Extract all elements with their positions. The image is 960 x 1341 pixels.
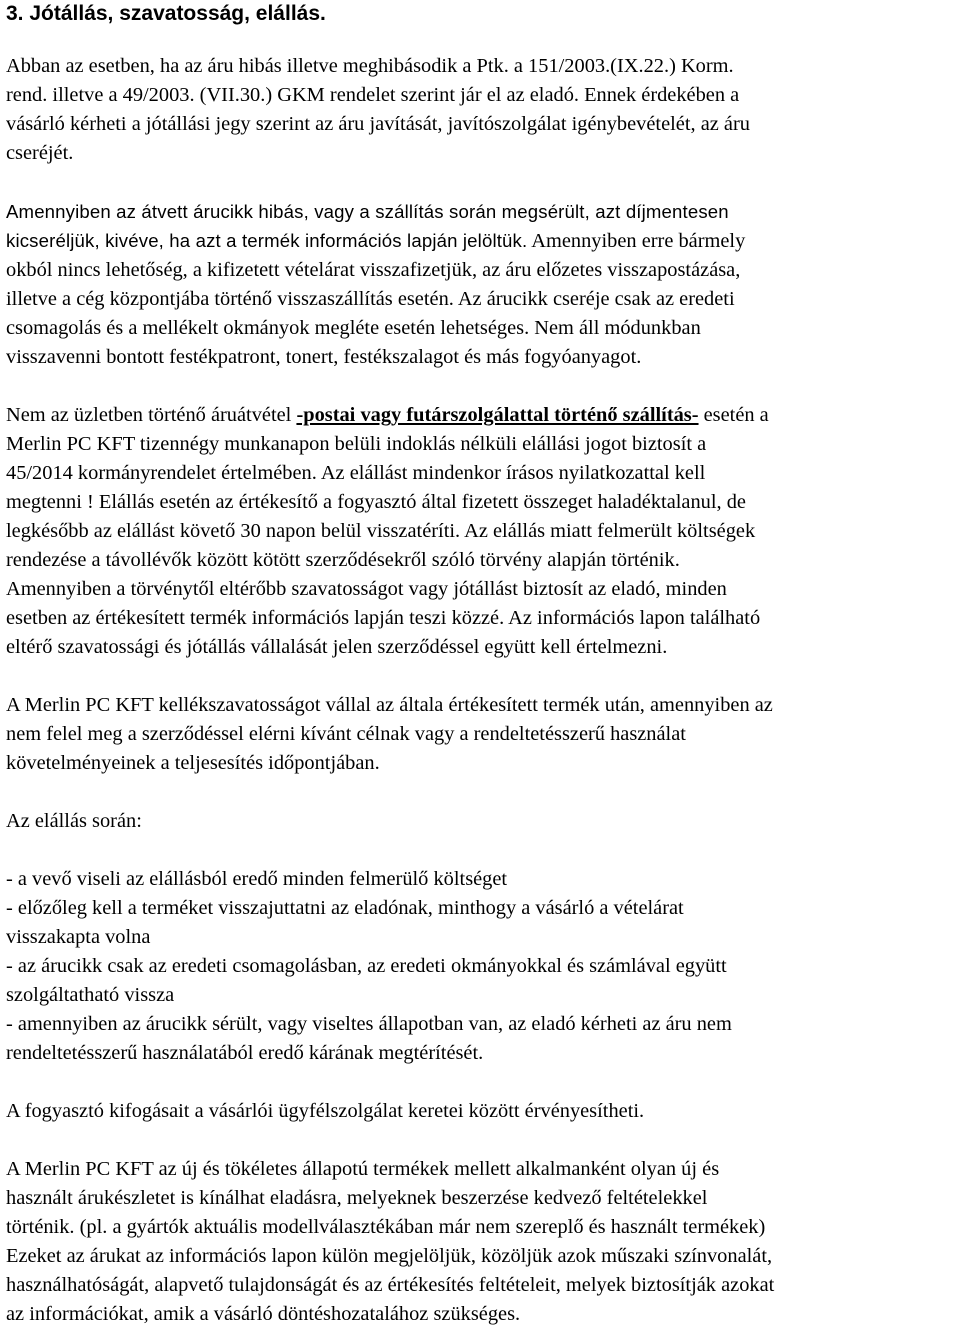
paragraph-warranty-intro xyxy=(6,52,958,168)
text-line xyxy=(6,226,958,256)
paragraph-replacement xyxy=(6,197,958,372)
paragraph-complaints xyxy=(6,1097,958,1126)
list-item: - az árucikk csak az eredeti csomagolásban, az eredeti okmányokkal és számlával együtt xyxy=(6,955,727,977)
document-page xyxy=(6,0,958,1329)
text-line: Abban az esetben, ha az áru hibás illetve meghibásodik a Ptk. a 151/2003.(IX.22.) Korm. xyxy=(6,55,734,77)
text-line: Ezeket az árukat az információs lapon külön megjelöljük, közöljük azok műszaki színvonalát, xyxy=(6,1245,773,1267)
text-span: Nem az üzletben történő áruátvétel xyxy=(6,404,297,426)
text-line: történik. (pl. a gyártók aktuális modellválasztékában már nem szereplő és használt termékek) xyxy=(6,1216,766,1238)
paragraph-withdrawal-conditions xyxy=(6,865,958,1068)
text-line: az információkat, amik a vásárló döntéshozatalához szükséges. xyxy=(6,1303,521,1325)
list-item: - amennyiben az árucikk sérült, vagy viseltes állapotban van, az eladó kérheti az áru nem xyxy=(6,1013,732,1035)
paragraph-used-goods xyxy=(6,1155,958,1329)
underlined-emphasis: -postai vagy futárszolgálattal történő szállítás- xyxy=(296,404,699,426)
text-line: vásárló kérheti a jótállási jegy szerint az áru javítását, javítószolgálat igénybevételét, az áru xyxy=(6,113,750,135)
text-line: követelményeinek a teljesesítés időpontjában. xyxy=(6,752,380,774)
text-span-sans: kicseréljük, kivéve, ha azt a termék információs lapján jelöltük. xyxy=(6,230,528,251)
list-item: - a vevő viseli az elállásból eredő minden felmerülő költséget xyxy=(6,868,508,890)
text-line: rendezése a távollévők között kötött szerződésekről szóló törvény alapján történik. xyxy=(6,549,680,571)
text-line: illetve a cég központjába történő visszaszállítás esetén. Az árucikk cseréje csak az eredeti xyxy=(6,288,735,310)
text-line: Az elállás során: xyxy=(6,810,142,832)
text-line: visszavenni bontott festékpatront, tonert, festékszalagot és más fogyóanyagot. xyxy=(6,346,642,368)
text-line: eltérő szavatossági és jótállás vállalását jelen szerződéssel együtt kell értelmezni. xyxy=(6,636,668,658)
list-item: - előzőleg kell a terméket visszajuttatni az eladónak, minthogy a vásárló a vételárat xyxy=(6,897,684,919)
text-span: Amennyiben erre bármely xyxy=(527,230,746,252)
text-line: Merlin PC KFT tizennégy munkanapon belüli indoklás nélküli elállási jogot biztosít a xyxy=(6,433,707,455)
text-line: legkésőbb az elállást követő 30 napon belül visszatéríti. Az elállás miatt felmerült költségek xyxy=(6,520,756,542)
text-line: A fogyasztó kifogásait a vásárlói ügyfélszolgálat keretei között érvényesítheti. xyxy=(6,1100,645,1122)
text-line: nem felel meg a szerződéssel elérni kívánt célnak vagy a rendeltetésszerű használat xyxy=(6,723,686,745)
list-item: rendeltetésszerű használatából eredő kárának megtérítését. xyxy=(6,1042,484,1064)
list-item: visszakapta volna xyxy=(6,926,151,948)
paragraph-withdrawal-heading xyxy=(6,807,958,836)
text-line: Amennyiben az átvett árucikk hibás, vagy a szállítás során megsérült, azt díjmentesen xyxy=(6,201,729,222)
text-line: A Merlin PC KFT kellékszavatosságot vállal az általa értékesített termék után, amennyiben az xyxy=(6,694,773,716)
list-item: szolgáltatható vissza xyxy=(6,984,175,1006)
text-line: Amennyiben a törvénytől eltérőbb szavatosságot vagy jótállást biztosít az eladó, minden xyxy=(6,578,727,600)
text-line: cseréjét. xyxy=(6,142,74,164)
text-line: csomagolás és a mellékelt okmányok megléte esetén lehetséges. Nem áll módunkban xyxy=(6,317,701,339)
text-line: esetben az értékesített termék információs lapján teszi közzé. Az információs lapon található xyxy=(6,607,761,629)
text-line: 45/2014 kormányrendelet értelmében. Az elállást mindenkor írásos nyilatkozattal kell xyxy=(6,462,706,484)
text-line xyxy=(6,401,958,430)
text-line: megtenni ! Elállás esetén az értékesítő a fogyasztó által fizetett összeget haladéktalanul, de xyxy=(6,491,746,513)
text-line: használt árukészletet is kínálhat eladásra, melyeknek beszerzése kedvező feltételekkel xyxy=(6,1187,708,1209)
text-line: okból nincs lehetőség, a kifizetett vételárat visszafizetjük, az áru előzetes visszapostázása, xyxy=(6,259,741,281)
paragraph-withdrawal-right xyxy=(6,401,958,662)
text-span: esetén a xyxy=(698,404,769,426)
text-line: A Merlin PC KFT az új és tökéletes állapotú termékek mellett alkalmanként olyan új és xyxy=(6,1158,720,1180)
text-line: rend. illetve a 49/2003. (VII.30.) GKM rendelet szerint jár el az eladó. Ennek érdekében a xyxy=(6,84,740,106)
text-line: használhatóságát, alapvető tulajdonságát és az értékesítés feltételeit, melyek biztosítják azokat xyxy=(6,1274,775,1296)
paragraph-liability xyxy=(6,691,958,778)
section-heading: 3. Jótállás, szavatosság, elállás. xyxy=(6,2,326,25)
